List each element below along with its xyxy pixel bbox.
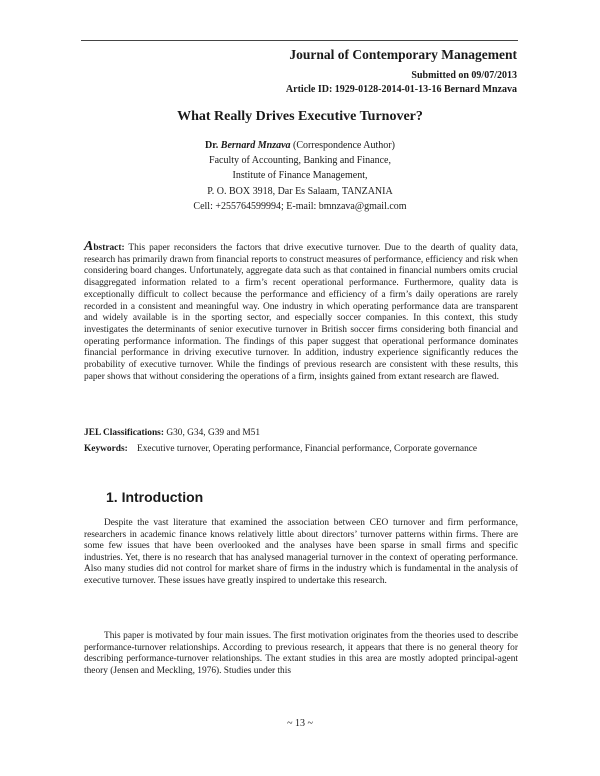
author-line bbox=[150, 138, 450, 153]
jel-value: G30, G34, G39 and M51 bbox=[163, 428, 261, 438]
paper-title: What Really Drives Executive Turnover? bbox=[177, 109, 423, 124]
submission-date: Submitted on 09/07/2013 bbox=[411, 70, 517, 81]
abstract bbox=[84, 241, 518, 383]
affiliation-line: Faculty of Accounting, Banking and Finance, bbox=[209, 155, 391, 167]
section-heading: 1. Introduction bbox=[106, 489, 204, 505]
author-name: Bernard Mnzava bbox=[220, 140, 291, 151]
body-paragraph: Despite the vast literature that examined the association between CEO turnover and firm performance, researchers in academic finance knows relatively little about directors’ turnover patterns within firms. There are some few issues that have been overlooked and the analyses have been sparse in small firms and specific industries. Yet, there is no research that has analysed managerial turnover in the context of operating performance. Also many studies did not control for market share of firms in the industry which is fundamental in the analysis of executive turnover. These issues have greatly inspired to undertake this research. bbox=[84, 518, 518, 586]
page-number: ~ 13 ~ bbox=[287, 718, 313, 729]
keywords bbox=[84, 444, 518, 456]
abstract-drop-letter: A bbox=[84, 239, 94, 254]
affiliation-line: Institute of Finance Management, bbox=[232, 170, 368, 182]
author-role: (Correspondence Author) bbox=[290, 140, 395, 151]
header-rule bbox=[81, 40, 518, 41]
abstract-text: This paper reconsiders the factors that drive executive turnover. Due to the dearth of quality data, research has primarily drawn from financial reports to construct measures of performance, efficiency and risk when considering board changes. Unfortunately, aggregate data such as that contained in financial numbers omits crucial disaggregated information related to a firm’s recent operational performance. Furthermore, quality data is exceptionally difficult to collect because the performance and efficiency of a firm’s daily operations are rarely recorded in a consistent and meaningful way. One industry in which operating performance data are transparent and widely available is in the sporting sector, and especially soccer companies. In this context, this study investigates the determinants of senior executive turnover in British soccer firms considering both financial and operating performance information. The findings of this paper suggest that operational performance dominates financial performance in driving executive turnover. In addition, industry experience significantly reduces the probability of executive turnover. While the findings of previous research are consistent with these results, this paper shows that without considering the operations of a firm, insights gained from extant research are flawed. bbox=[84, 243, 518, 382]
article-id: Article ID: 1929-0128-2014-01-13-16 Bernard Mnzava bbox=[285, 84, 517, 95]
body-paragraph: This paper is motivated by four main issues. The first motivation originates from the theories used to describe performance-turnover relationships. According to previous research, it appears that there is no general theory for describing performance-turnover relationships. The extant studies in this area are mostly adopted principal-agent theory (Jensen and Meckling, 1976). Studies under this bbox=[84, 631, 518, 676]
abstract-label: bstract: bbox=[93, 243, 125, 253]
journal-name: Journal of Contemporary Management bbox=[289, 47, 517, 62]
keywords-label: Keywords: bbox=[84, 444, 128, 454]
contact-line: Cell: +255764599994; E-mail: bmnzava@gmail.com bbox=[193, 200, 407, 212]
author-prefix: Dr. bbox=[205, 140, 221, 151]
jel-classifications bbox=[84, 428, 260, 438]
affiliation-line: P. O. BOX 3918, Dar Es Salaam, TANZANIA bbox=[207, 185, 393, 197]
keywords-value: Executive turnover, Operating performance, Financial performance, Corporate governance bbox=[137, 444, 478, 454]
author-block bbox=[150, 138, 450, 214]
jel-label: JEL Classifications: bbox=[84, 428, 164, 438]
